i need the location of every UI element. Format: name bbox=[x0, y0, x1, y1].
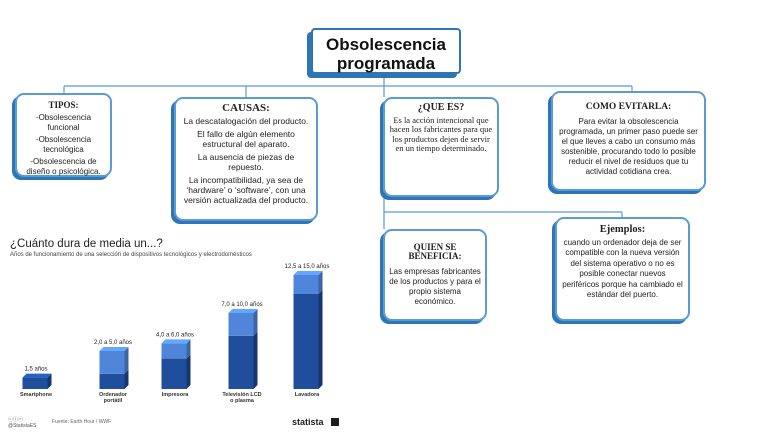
chart-title: ¿Cuánto dura de media un...? bbox=[10, 238, 163, 250]
quien-beneficia-heading: QUIEN SE BENEFICIA: bbox=[408, 242, 462, 261]
causas-heading: CAUSAS: bbox=[222, 102, 270, 114]
category-label: Televisión LCD bbox=[222, 392, 262, 398]
bar-min-side bbox=[319, 290, 323, 389]
category-label: Smartphone bbox=[19, 392, 53, 398]
causas-item: La ausencia de piezas de repuesto. bbox=[197, 152, 295, 172]
category-label: o plasma bbox=[230, 398, 254, 404]
bar-value-label: 1,5 años bbox=[24, 366, 48, 373]
tipos-node bbox=[15, 93, 112, 177]
ejemplos-heading: Ejemplos: bbox=[599, 224, 646, 235]
tipos-item: -Obsolescencia de diseño o psicológica. bbox=[26, 157, 101, 176]
tipos-heading: TIPOS: bbox=[48, 100, 79, 110]
causas-item: El fallo de algún elemento estructural del aparato. bbox=[197, 129, 295, 149]
quien-beneficia-text: Las empresas fabricantes de los productos y para el propio sistema económico. bbox=[389, 267, 481, 306]
bar-value-label: 12,5 a 15,0 años bbox=[284, 264, 330, 270]
causas-node bbox=[174, 97, 318, 221]
bar-min-segment bbox=[23, 378, 48, 389]
chart-source: Fuente: Earth Hour / WWF bbox=[52, 419, 112, 425]
bar-min-segment bbox=[162, 359, 187, 389]
bar-min-side bbox=[187, 355, 191, 389]
category-label: portátil bbox=[103, 398, 123, 404]
bar-min-segment bbox=[294, 294, 319, 389]
category-label: Ordenador bbox=[98, 392, 128, 398]
bar-range-segment bbox=[162, 343, 187, 358]
category-label: Impresora bbox=[161, 392, 189, 398]
bar-top bbox=[100, 347, 129, 351]
diagram-title: Obsolescencia programada bbox=[311, 28, 461, 74]
bar-range-side bbox=[125, 347, 129, 374]
statista-logo-icon bbox=[331, 418, 339, 426]
bar-min-segment bbox=[100, 374, 125, 389]
bar-top bbox=[162, 339, 191, 343]
creative-commons-icon: ⓒⓘⓔ bbox=[8, 417, 24, 423]
chart-subtitle: Años de funcionamiento de una selección de dispositivos tecnológicos y electrodomésticos bbox=[10, 252, 252, 258]
bar-top bbox=[229, 309, 258, 313]
bar-value-label: 7,0 a 10,0 años bbox=[221, 302, 263, 308]
category-label: Lavadora bbox=[294, 392, 320, 398]
causas-item: La incompatibilidad, ya sea de ‘hardware’ o ‘software’, con una versión actualizada del producto. bbox=[183, 175, 309, 205]
que-es-text: Es la acción intencional que hacen los fabricantes para que los productos dejen de servir en un tiempo determinado. bbox=[389, 114, 493, 153]
causas-item: La descatalogación del producto. bbox=[183, 116, 309, 126]
bar-range-segment bbox=[100, 351, 125, 374]
tipos-item: -Obsolescencia funcional bbox=[35, 113, 92, 132]
chart-credit: ⓒⓘⓔ @StatistaES bbox=[8, 417, 37, 429]
como-evitarla-text: Para evitar la obsolescencia programada, un primer paso puede ser el que lleves a cabo un consumo más sostenible, procurando todo lo posible reducir el nivel de residuos que tu actividad cotidiana crea. bbox=[559, 117, 698, 176]
bar-min-side bbox=[254, 332, 258, 389]
tipos-item: -Obsolescencia tecnológica bbox=[35, 135, 92, 154]
lifespan-chart bbox=[4, 233, 345, 433]
ejemplos-node bbox=[555, 217, 690, 321]
bar-value-label: 4,0 a 6,0 años bbox=[155, 332, 195, 339]
bar-range-segment bbox=[229, 313, 254, 336]
quien-beneficia-node bbox=[383, 229, 487, 321]
bar-min-segment bbox=[229, 336, 254, 389]
bar-value-label: 2,0 a 5,0 años bbox=[93, 340, 133, 346]
como-evitarla-heading: COMO EVITARLA: bbox=[585, 102, 672, 112]
que-es-heading: ¿QUE ES? bbox=[417, 102, 465, 113]
como-evitarla-node bbox=[551, 91, 706, 191]
bar-top bbox=[294, 271, 323, 275]
bar-top bbox=[23, 374, 52, 378]
bar-range-side bbox=[319, 271, 323, 294]
ejemplos-text: cuando un ordenador deja de ser compatible con la nueva versión del sistema operativo o no es posible conectar nuevos periféricos porque ha cambiado el estándar del puerto. bbox=[562, 237, 683, 299]
bar-range-segment bbox=[294, 275, 319, 294]
statista-logo: statista bbox=[292, 417, 324, 427]
chart-plot bbox=[4, 233, 345, 433]
que-es-node bbox=[383, 97, 499, 197]
bar-range-side bbox=[254, 309, 258, 336]
